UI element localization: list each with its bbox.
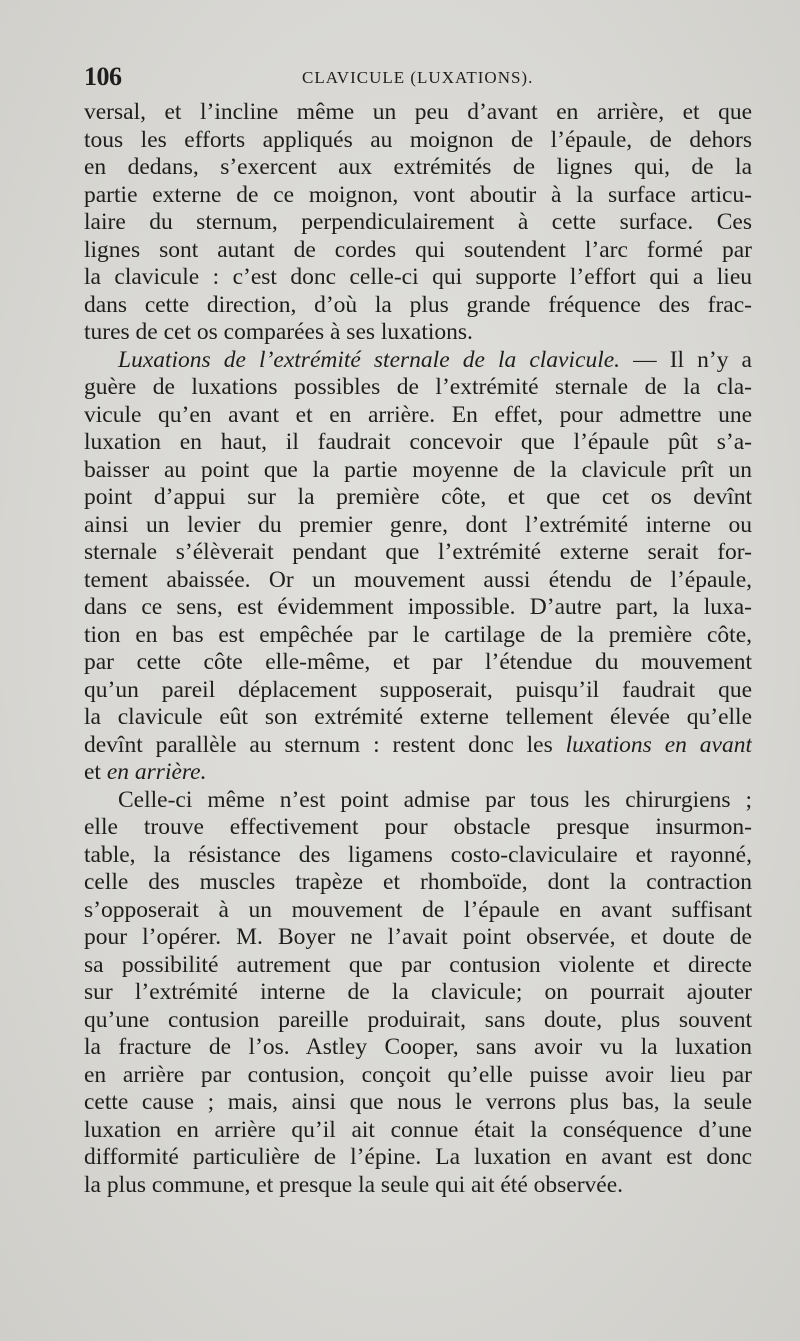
text-line: en dedans, s’exercent aux extrémités de lignes qui, de la (84, 154, 752, 180)
text-line: elle trouve effectivement pour obstacle presque insurmon- (84, 814, 752, 840)
text-line: Celle-ci même n’est point admise par tous les chirurgiens ; (118, 786, 752, 813)
text-line: dans ce sens, est évidemment impossible. D’autre part, la luxa- (84, 594, 752, 620)
text-line: tous les efforts appliqués au moignon de l’épaule, de dehors (84, 126, 752, 153)
text-line: difformité particulière de l’épine. La luxation en avant est donc (84, 1144, 752, 1170)
text-line: ainsi un levier du premier genre, dont l’extrémité interne ou (84, 511, 752, 538)
text-line: cette cause ; mais, ainsi que nous le verrons plus bas, la seule (84, 1089, 752, 1115)
text-line: la plus commune, et presque la seule qui ait été observée. (84, 1171, 624, 1198)
text-line: s’opposerait à un mouvement de l’épaule en avant suffisant (84, 896, 752, 923)
page-header (84, 62, 750, 92)
page-number: 106 (84, 62, 122, 91)
text-line: tement abaissée. Or un mouvement aussi étendu de l’épaule, (84, 566, 752, 593)
section-heading-line (84, 347, 752, 375)
text-line: par cette côte elle-même, et par l’étendue du mouvement (84, 649, 752, 675)
text-line: pour l’opérer. M. Boyer ne l’avait point observée, et doute de (84, 924, 752, 950)
text-line: luxation en haut, il faudrait concevoir que l’épaule pût s’a- (84, 429, 752, 455)
italic-segment: luxations en avant (565, 731, 752, 758)
text-line: luxation en arrière qu’il ait connue était la conséquence d’une (84, 1116, 752, 1143)
text-line: versal, et l’incline même un peu d’avant en arrière, et que (84, 99, 752, 125)
text-line: sa possibilité autrement que par contusion violente et directe (84, 951, 752, 978)
text-line: sur l’extrémité interne de la clavicule; on pourrait ajouter (84, 979, 752, 1005)
text-line: sternale s’élèverait pendant que l’extrémité externe serait for- (84, 539, 752, 565)
text-line-mixed (84, 759, 752, 787)
text-line: en arrière par contusion, conçoit qu’elle puisse avoir lieu par (84, 1061, 752, 1088)
text-line: laire du sternum, perpendiculairement à cette surface. Ces (84, 209, 752, 235)
text-line-mixed (84, 732, 752, 760)
text-line: la clavicule : c’est donc celle-ci qui supporte l’effort qui a lieu (84, 264, 752, 290)
text-line: partie externe de ce moignon, vont aboutir à la surface articu- (84, 181, 752, 208)
text-segment: devînt parallèle au sternum : restent donc les (84, 731, 566, 758)
body-text (84, 99, 752, 1199)
text-line: la clavicule eût son extrémité externe tellement élevée qu’elle (84, 704, 752, 730)
text-line: dans cette direction, d’où la plus grande fréquence des frac- (84, 291, 752, 318)
italic-segment: en arrière. (106, 759, 207, 785)
text-segment: et (84, 759, 107, 785)
text-line: lignes sont autant de cordes qui soutendent l’arc formé par (84, 236, 752, 263)
running-head: CLAVICULE (LUXATIONS). (302, 68, 534, 87)
text-line: la fracture de l’os. Astley Cooper, sans avoir vu la luxation (84, 1034, 752, 1060)
text-line: tures de cet os comparées à ses luxations. (84, 319, 473, 345)
section-heading: Luxations de l’extrémité sternale de la clavicule. (118, 346, 621, 373)
text-line: celle des muscles trapèze et rhomboïde, dont la contraction (84, 869, 752, 895)
text-line: table, la résistance des ligamens costo-claviculaire et rayonné, (84, 841, 752, 868)
text-line: guère de luxations possibles de l’extrémité sternale de la cla- (84, 374, 752, 400)
text-line: qu’un pareil déplacement supposerait, puisqu’il faudrait que (84, 676, 752, 703)
text-line: baisser au point que la partie moyenne de la clavicule prît un (84, 456, 752, 483)
text-line: vicule qu’en avant et en arrière. En effet, pour admettre une (84, 401, 752, 428)
text-line: point d’appui sur la première côte, et que cet os devînt (84, 484, 752, 510)
text-line: tion en bas est empêchée par le cartilage de la première côte, (84, 621, 752, 648)
heading-line-rest: — Il n’y a (620, 346, 752, 373)
text-line: qu’une contusion pareille produirait, sans doute, plus souvent (84, 1006, 752, 1033)
